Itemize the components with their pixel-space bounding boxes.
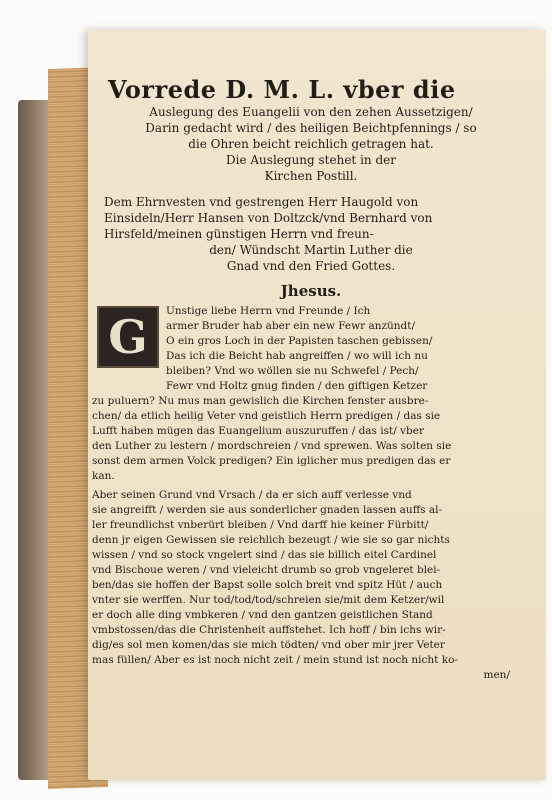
body-line: vnd Bischoue weren / vnd vieleicht drumb so grob vngeleret blei- [92, 564, 441, 576]
body-line: Fewr vnd Holtz gnug finden / den giftigen Ketzer [166, 380, 428, 392]
subtitle-line: Die Auslegung stehet in der [226, 153, 396, 167]
body-line: den Luther zu lestern / mordschreien / vnd sprewen. Was solten sie [92, 440, 452, 452]
body-line: armer Bruder hab aber ein new Fewr anzündt/ [166, 320, 416, 332]
dedication-line: den/ Wündscht Martin Luther die [209, 243, 413, 257]
body-text [92, 304, 530, 683]
dedication-line: Gnad vnd den Fried Gottes. [226, 259, 396, 273]
body-line: mas füllen/ Aber es ist noch nicht zeit / mein stund ist noch nicht ko- [92, 654, 458, 666]
subtitle-block [92, 104, 530, 184]
page-title: Vorrede D. M. L. vber die [108, 75, 456, 104]
body-line: chen/ da etlich heilig Veter vnd geistlich Herrn predigen / das sie [92, 410, 441, 422]
subtitle-line: Kirchen Postill. [264, 169, 358, 183]
initial-letter: G [108, 309, 148, 364]
body-line: wissen / vnd so stock vngelert sind / das sie billich eitel Cardinel [92, 549, 437, 561]
dedication-line: Dem Ehrnvesten vnd gestrengen Herr Haugold von [104, 195, 419, 209]
body-line: denn jr eigen Gewissen sie reichlich bezeugt / wie sie so gar nichts [92, 534, 450, 546]
body-line: bleiben? Vnd wo wöllen sie nu Schwefel / Pech/ [166, 365, 419, 377]
body-line: ler freundlichst vnberürt bleiben / Vnd darff hie keiner Fürbitt/ [92, 519, 429, 531]
body-line: Unstige liebe Herrn vnd Freunde / Ich [166, 305, 371, 317]
subtitle-line: Darin gedacht wird / des heiligen Beichtpfennings / so [145, 121, 477, 135]
section-heading: Jhesus. [280, 282, 342, 300]
body-line: kan. [92, 470, 115, 482]
body-line: vmbstossen/das die Christenheit auffstehet. Ich hoff / bin ichs wir- [92, 624, 446, 636]
page-text [92, 57, 530, 683]
body-line: O ein gros Loch in der Papisten taschen gebissen/ [166, 335, 433, 347]
body-line: men/ [483, 669, 510, 681]
body-line: er doch alle ding vmbkeren / vnd den gantzen geistlichen Stand [92, 609, 433, 621]
subtitle-line: die Ohren beicht reichlich getragen hat. [188, 137, 434, 151]
body-line: Aber seinen Grund vnd Vrsach / da er sich auff verlesse vnd [92, 489, 412, 501]
subtitle-line: Auslegung des Euangelii von den zehen Aussetzigen/ [149, 105, 473, 119]
body-line: zu puluern? Nu mus man gewislich die Kirchen fenster ausbre- [92, 395, 429, 407]
body-line: Lufft haben mügen das Euangelium auszuruffen / das ist/ vber [92, 425, 425, 437]
body-line: Das ich die Beicht hab angreiffen / wo will ich nu [166, 350, 428, 362]
body-line: ben/das sie hoffen der Bapst solle solch breit vnd spitz Hüt / auch [92, 579, 443, 591]
body-line: dig/es sol men komen/das sie mich tödten/ vnd ober mir jrer Veter [92, 639, 445, 651]
body-line: sie angreifft / werden sie aus sonderlicher gnaden lassen auffs al- [92, 504, 443, 516]
dedication-line: Einsideln/Herr Hansen von Doltzck/vnd Bernhard von [104, 211, 433, 225]
body-line: sonst dem armen Volck predigen? Ein iglicher mus predigen das er [92, 455, 451, 467]
body-line: vnter sie werffen. Nur tod/tod/tod/schreien sie/mit dem Ketzer/wil [92, 594, 445, 606]
dedication-line: Hirsfeld/meinen günstigen Herrn vnd freun- [104, 227, 374, 241]
dedication-block [92, 194, 530, 274]
decorated-initial [97, 306, 159, 368]
